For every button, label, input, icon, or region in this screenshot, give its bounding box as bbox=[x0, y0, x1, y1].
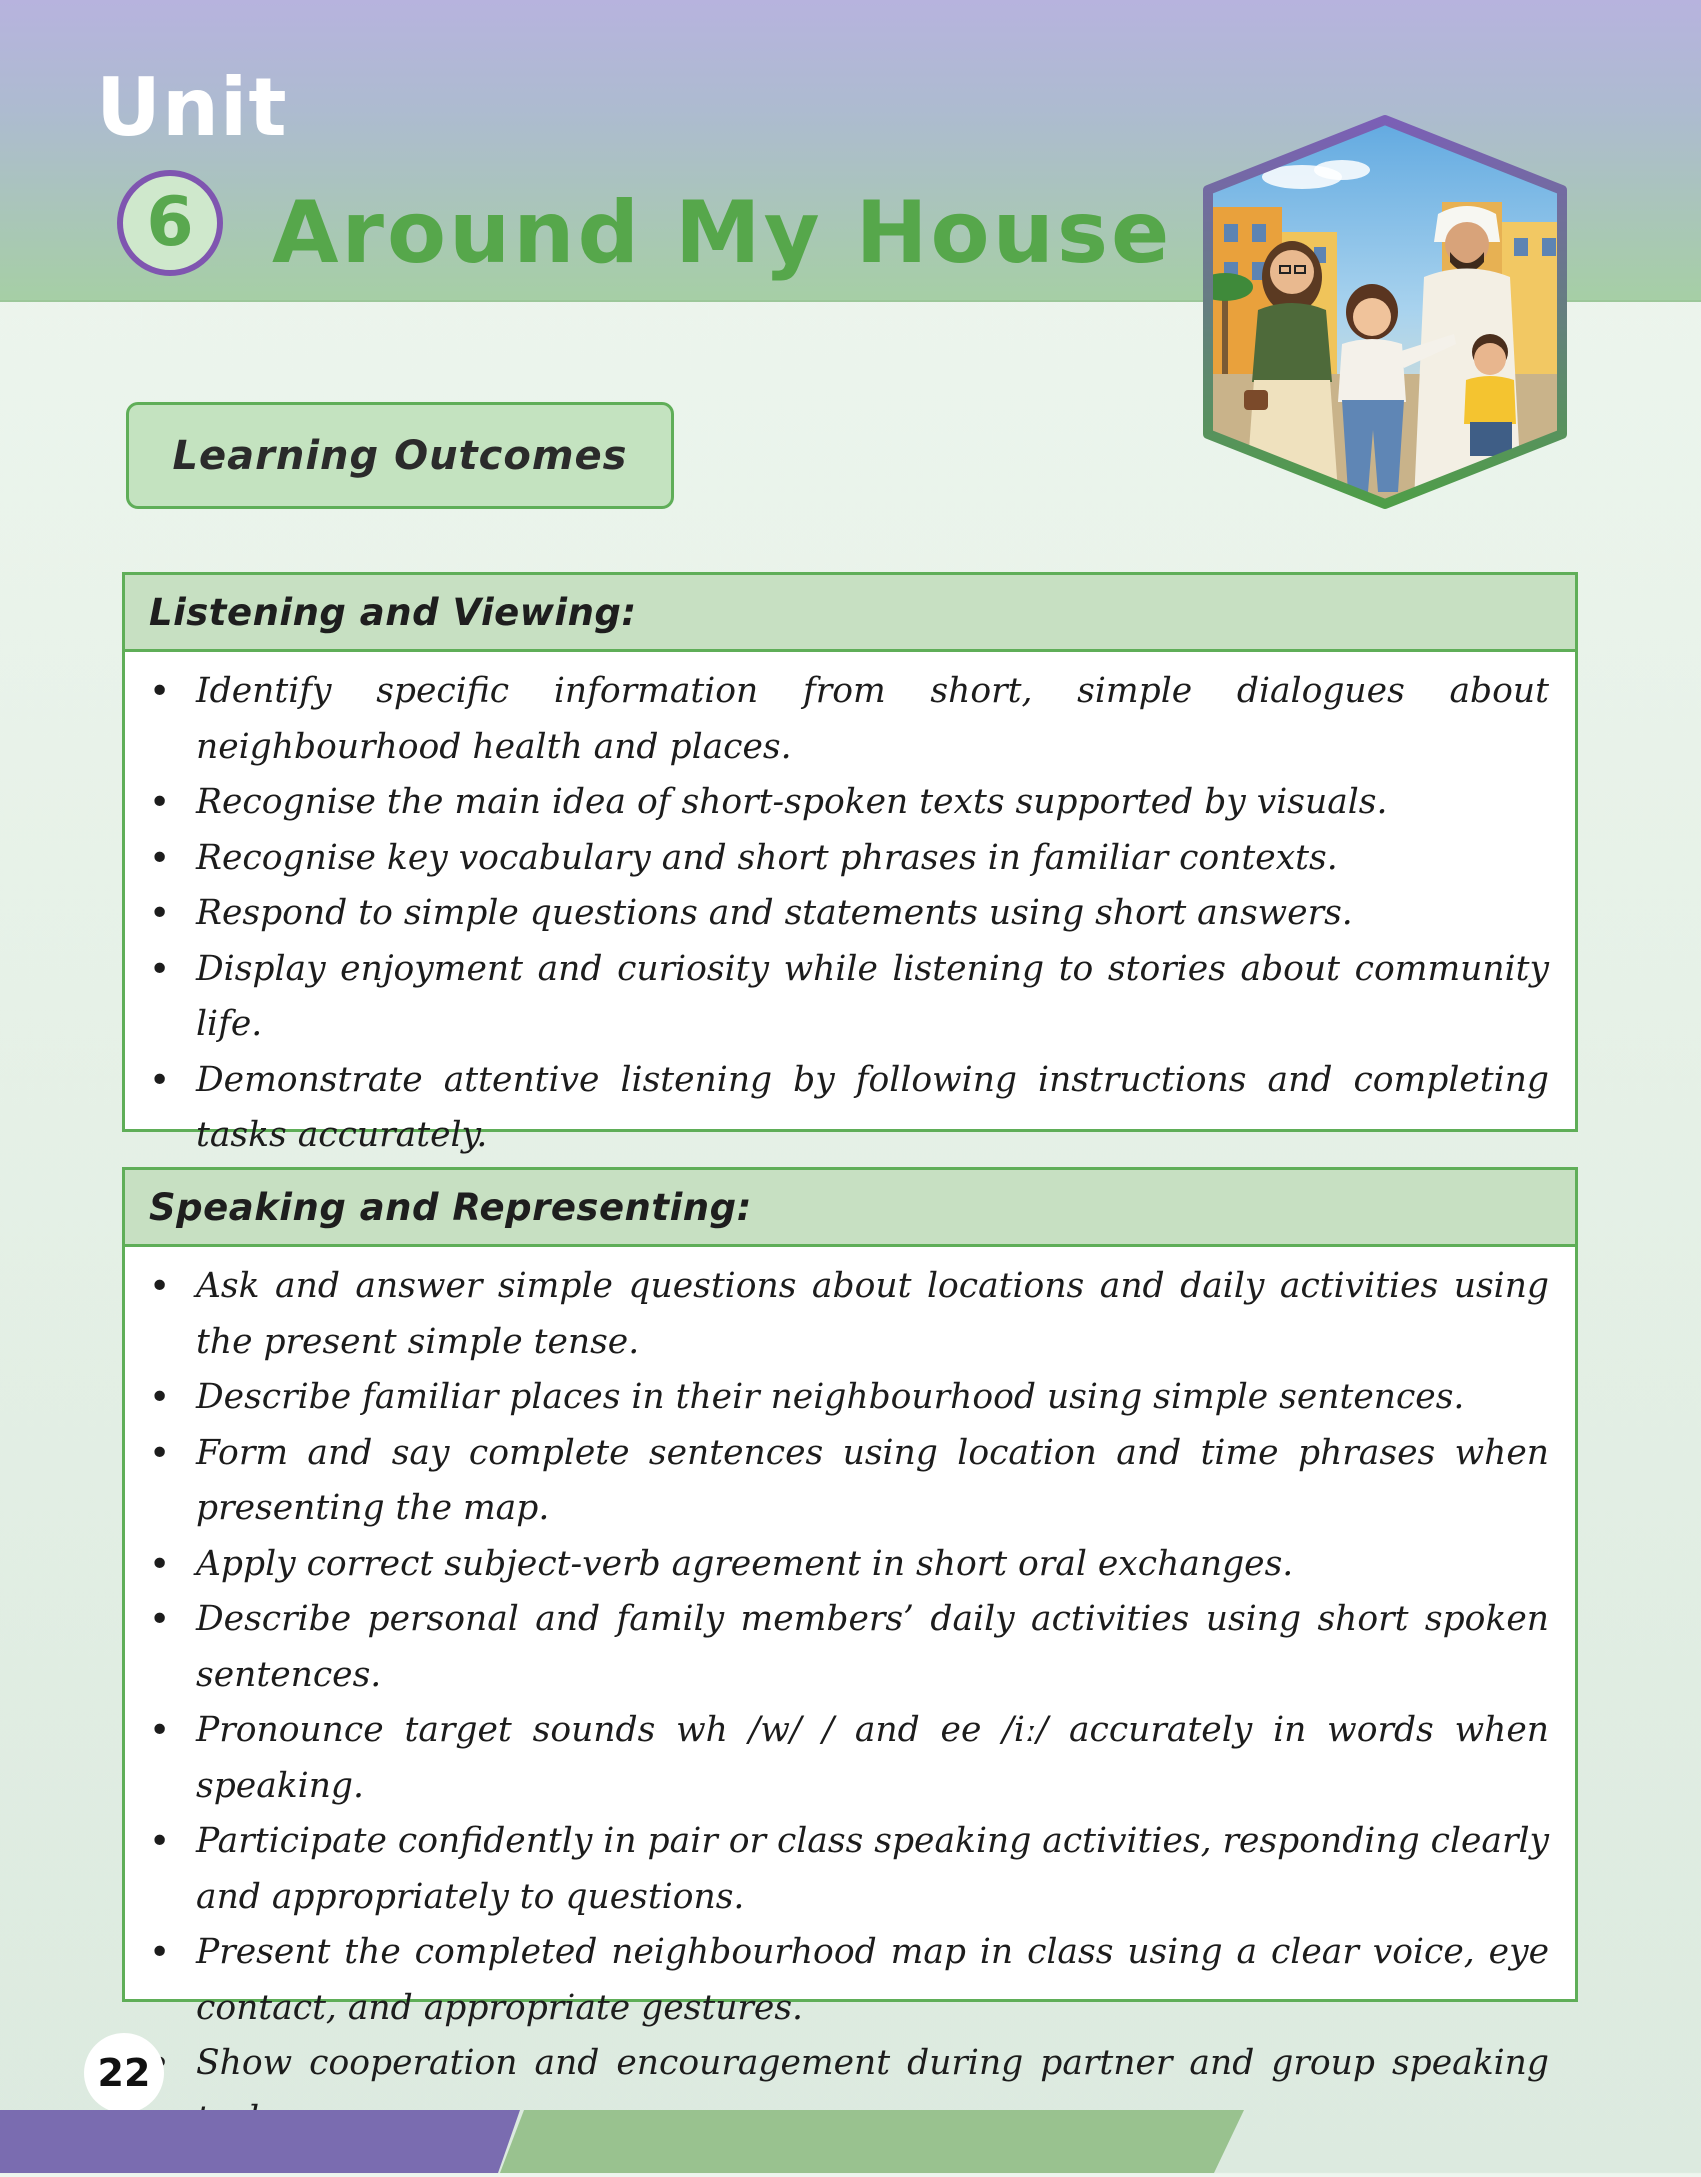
list-item: • Recognise the main idea of short-spoken texts supported by visuals. bbox=[149, 775, 1549, 831]
section-heading: Speaking and Representing: bbox=[125, 1170, 1575, 1247]
list-item: • Respond to simple questions and statements using short answers. bbox=[149, 886, 1549, 942]
listening-viewing-section bbox=[122, 572, 1578, 1155]
list-item: • Pronounce target sounds wh /w/ / and ee /iː/ accurately in words when speaking. bbox=[149, 1703, 1549, 1814]
list-item: • Participate confidently in pair or class speaking activities, responding clearly and appropriately to questions. bbox=[149, 1814, 1549, 1925]
section-heading: Listening and Viewing: bbox=[125, 575, 1575, 652]
page-number: 22 bbox=[84, 2033, 164, 2113]
list-item: • Apply correct subject-verb agreement in short oral exchanges. bbox=[149, 1537, 1549, 1593]
list-item: • Present the completed neighbourhood map in class using a clear voice, eye contact, and appropriate gestures. bbox=[149, 1925, 1549, 2036]
list-item: • Describe personal and family members’ daily activities using short spoken sentences. bbox=[149, 1592, 1549, 1703]
list-item: • Ask and answer simple questions about locations and daily activities using the present simple tense. bbox=[149, 1259, 1549, 1370]
list-item: • Show cooperation and encouragement during partner and group speaking bbox=[149, 2036, 1549, 2147]
outcome-list bbox=[125, 652, 1575, 1164]
list-item: • Form and say complete sentences using location and time phrases when presenting the map. bbox=[149, 1426, 1549, 1537]
list-item: • Display enjoyment and curiosity while listening to stories about community life. bbox=[149, 942, 1549, 1053]
footer-band bbox=[0, 2110, 1701, 2173]
learning-outcomes-label: Learning Outcomes bbox=[126, 402, 674, 509]
page-title: Around My House bbox=[272, 183, 1173, 283]
footer-purple-stripe bbox=[0, 2110, 520, 2173]
list-item: • Describe familiar places in their neighbourhood using simple sentences. bbox=[149, 1370, 1549, 1426]
unit-label: Unit bbox=[96, 61, 288, 154]
unit-number-badge: 6 bbox=[117, 170, 223, 276]
outcome-list bbox=[125, 1247, 1575, 2147]
footer-green-stripe bbox=[500, 2110, 1244, 2173]
list-item: • Recognise key vocabulary and short phrases in familiar contexts. bbox=[149, 831, 1549, 887]
family-illustration bbox=[1192, 112, 1578, 512]
list-item: • Demonstrate attentive listening by following instructions and completing tasks accurately. bbox=[149, 1053, 1549, 1164]
list-item: • Identify specific information from short, simple dialogues about neighbourhood health and places. bbox=[149, 664, 1549, 775]
speaking-representing-section bbox=[122, 1167, 1578, 2083]
